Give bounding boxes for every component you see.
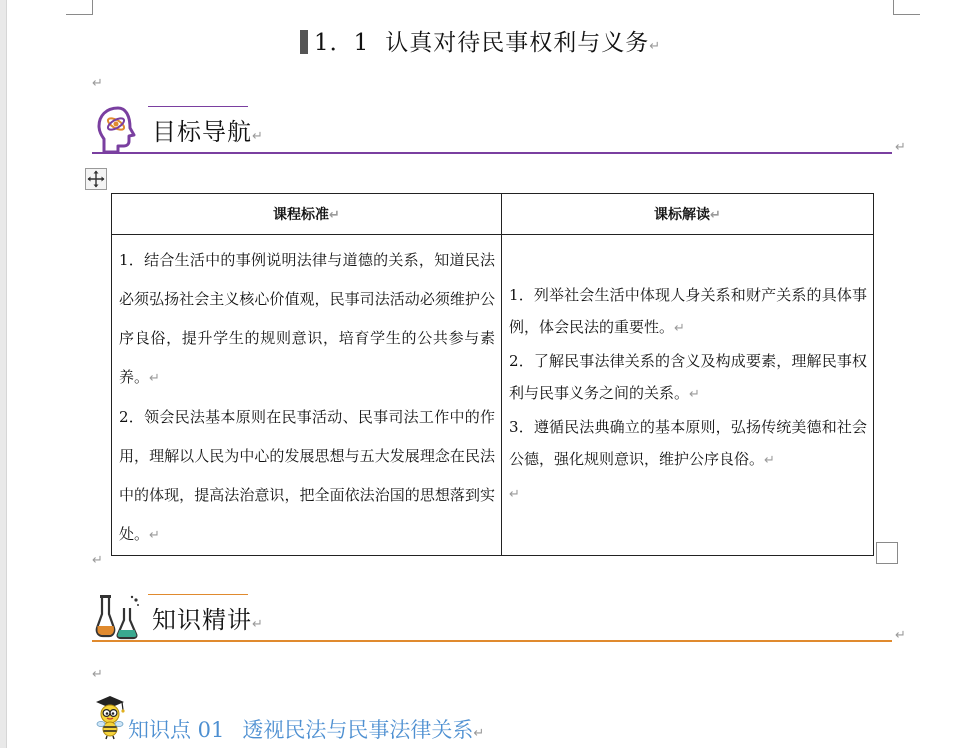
curriculum-table (111, 193, 874, 556)
interpretation-item: 2．了解民事法律关系的含义及构成要素，理解民事权利与民事义务之间的关系。↵ (509, 352, 867, 402)
paragraph-mark: ↵ (649, 39, 662, 54)
text-cursor (300, 30, 308, 54)
flask-icon (94, 592, 142, 644)
cell-interpretations[interactable] (502, 235, 874, 556)
section-underline (92, 640, 892, 642)
cell-course-standards[interactable] (112, 235, 502, 556)
header-course-standard[interactable]: 课程标准↵ (112, 194, 502, 235)
section-goals-header (92, 104, 906, 160)
paragraph-mark: ↵ (92, 553, 103, 568)
title-text: 认真对待民事权利与义务 (385, 30, 650, 56)
section-knowledge-label: 知识精讲↵ (152, 606, 264, 634)
knowledge-point-text: 透视民法与民事法律关系 (242, 718, 474, 742)
knowledge-point-title: 知识点 01 透视民法与民事法律关系↵ (128, 718, 485, 742)
paragraph-mark: ↵ (92, 667, 103, 682)
standard-item: 2．领会民法基本原则在民事活动、民事司法工作中的作用，理解以人民为中心的发展思想与五大发展理念在民法中的体现，提高法治意识，把全面依法治国的思想落到实处。↵ (119, 408, 495, 543)
section-accent-line (148, 594, 248, 595)
bee-mascot-icon (92, 694, 128, 740)
section-goals-label: 目标导航↵ (152, 118, 264, 146)
standard-item: 1．结合生活中的事例说明法律与道德的关系，知道民法必须弘扬社会主义核心价值观，民事司法活动必须维护公序良俗，提升学生的规则意识，培育学生的公共参与素养。↵ (119, 251, 495, 386)
knowledge-point-heading[interactable] (92, 694, 592, 748)
table-move-handle[interactable] (85, 168, 107, 190)
title-number: 1．1 (314, 30, 370, 56)
paragraph-mark: ↵ (92, 76, 103, 91)
interpretation-item: 1．列举社会生活中体现人身关系和财产关系的具体事例，体会民法的重要性。↵ (509, 286, 867, 336)
paragraph-mark: ↵ (895, 140, 906, 155)
section-underline (92, 152, 892, 154)
page-left-margin (0, 0, 7, 748)
table-resize-handle[interactable] (876, 542, 898, 564)
section-accent-line (148, 106, 248, 107)
empty-paragraph: ↵ (509, 487, 520, 502)
document-title[interactable] (300, 24, 661, 57)
paragraph-mark: ↵ (895, 628, 906, 643)
knowledge-point-index: 知识点 01 (128, 718, 225, 742)
header-standard-interpretation[interactable]: 课标解读↵ (502, 194, 874, 235)
table-row (112, 235, 874, 556)
table-header-row (112, 194, 874, 235)
crop-mark-top-right (893, 0, 920, 15)
section-knowledge-header (92, 592, 906, 648)
crop-mark-top-left (66, 0, 93, 15)
move-arrows-icon (86, 169, 106, 189)
interpretation-item: 3．遵循民法典确立的基本原则，弘扬传统美德和社会公德，强化规则意识，维护公序良俗。↵ (509, 418, 867, 468)
head-brain-icon (94, 104, 142, 156)
